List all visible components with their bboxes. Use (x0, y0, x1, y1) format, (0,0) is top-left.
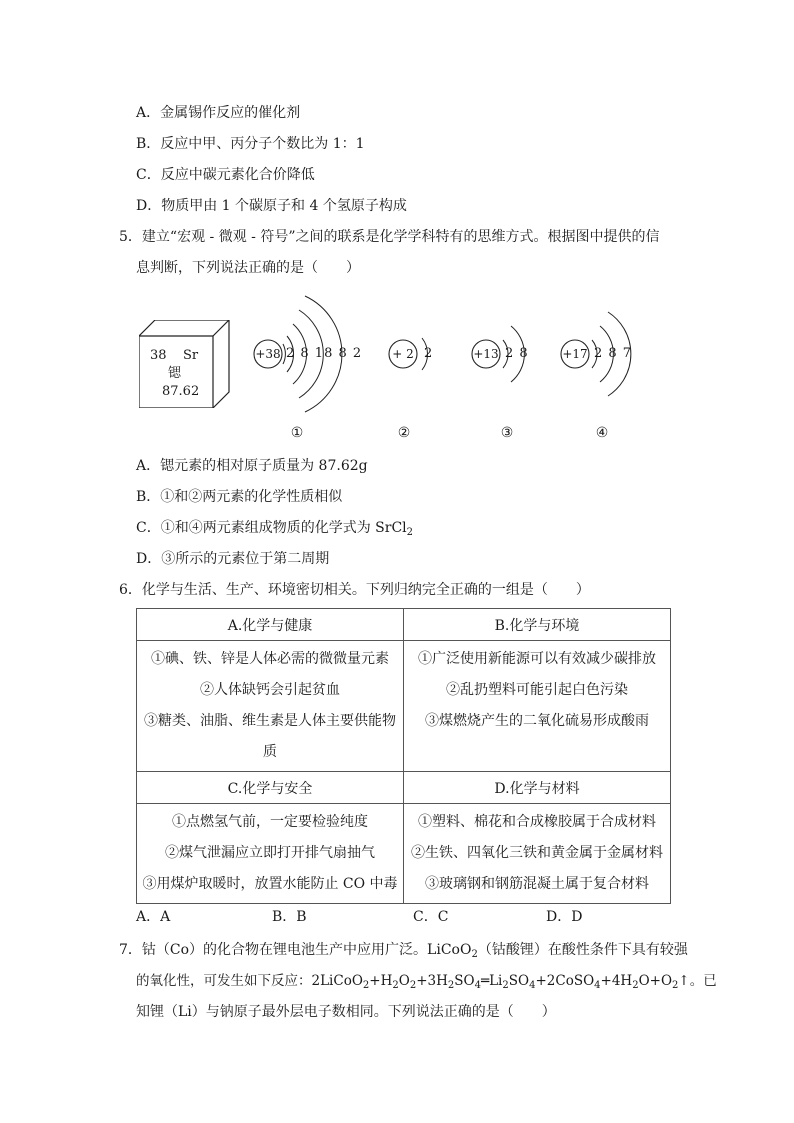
q7-eq-2: +H (369, 973, 393, 989)
cell-b-item-3: ③煤燃烧产生的二氧化硫易形成酸雨 (425, 713, 649, 729)
q7-eq-6: ═Li (480, 973, 503, 989)
element-symbol: Sr (183, 348, 199, 363)
cell-d-item-1: ①塑料、棉花和合成橡胶属于合成材料 (418, 814, 656, 830)
q5-option-a: A．锶元素的相对原子质量为 87.62g (136, 458, 368, 474)
q6-stem: 6．化学与生活、生产、环境密切相关。下列归纳完全正确的一组是（ ） (119, 582, 590, 598)
element-name: 锶 (168, 366, 182, 381)
atom-diagram-2 (388, 290, 448, 450)
atom-3-nucleus: +13 (473, 347, 499, 361)
q5-option-b: B．①和②两元素的化学性质相似 (136, 489, 343, 505)
q6-summary-table (136, 608, 671, 904)
cell-c-item-3: ③用煤炉取暖时，放置水能防止 CO 中毒 (142, 876, 398, 892)
q4-option-b: B．反应中甲、丙分子个数比为 1：1 (136, 136, 365, 152)
atom-1-nucleus: +38 (255, 347, 281, 361)
q7-eq-11: ↑。已 (678, 973, 717, 989)
atom-4-nucleus: +17 (562, 347, 588, 361)
cell-a-body (137, 641, 404, 772)
atom-diagram-1 (253, 290, 363, 450)
q7-eq-9: +4H (600, 973, 633, 989)
q5-option-c-text: C．①和④两元素组成物质的化学式为 SrCl (136, 520, 407, 536)
q7-eq-10: O+O (638, 973, 673, 989)
q7-eq-3: O (398, 973, 410, 989)
cell-a-header: A.化学与健康 (137, 609, 404, 641)
cell-c-item-2: ②煤气泄漏应立即打开排气扇抽气 (165, 845, 375, 861)
q7-eq-s1: 2 (362, 980, 370, 991)
q7-eq-s10: 2 (672, 980, 679, 991)
q7-eq-5: SO (454, 973, 475, 989)
cell-c-item-1: ①点燃氢气前，一定要检验纯度 (172, 814, 368, 830)
atom-3-label: ③ (500, 425, 514, 441)
q4-option-a: A．金属锡作反应的催化剂 (136, 105, 301, 121)
cell-b-item-2: ②乱扔塑料可能引起白色污染 (446, 682, 628, 698)
q7-eq-8: +2CoSO (535, 973, 595, 989)
atom-1-shells: 2 8 18 8 2 (286, 346, 363, 361)
q7-stem-line2 (136, 971, 717, 991)
q5-option-c (136, 518, 413, 538)
q6-choice-b: B．B (272, 909, 307, 925)
cell-b-item-1: ①广泛使用新能源可以有效减少碳排放 (418, 651, 656, 667)
q7-eq-s7: 4 (529, 980, 536, 991)
atom-4-label: ④ (595, 425, 609, 441)
atom-1-label: ① (290, 425, 304, 441)
q4-option-d: D．物质甲由 1 个碳原子和 4 个氢原子构成 (136, 198, 407, 214)
atom-2-nucleus: + 2 (392, 347, 414, 361)
element-atomic-number: 38 (150, 348, 167, 363)
element-mass: 87.62 (162, 384, 200, 399)
cell-a-item-1: ①碘、铁、锌是人体必需的微微量元素 (151, 651, 389, 667)
q7-eq-s4: 2 (447, 980, 455, 991)
cell-b-body (404, 641, 671, 772)
cell-d-item-2: ②生铁、四氧化三铁和黄金属于金属材料 (411, 845, 663, 861)
q7-l1-a: 7．钴（Co）的化合物在锂电池生产中应用广泛。LiCoO (119, 942, 472, 958)
q7-l1-sub: 2 (471, 949, 478, 960)
cell-a-item-2: ②人体缺钙会引起贫血 (200, 682, 340, 698)
cell-c-body (137, 804, 404, 904)
q5-option-d: D．③所示的元素位于第二周期 (136, 551, 330, 567)
q7-eq-s8: 4 (594, 980, 601, 991)
q5-stem-line2: 息判断，下列说法正确的是（ ） (136, 260, 360, 276)
cell-a-item-3: ③糖类、油脂、维生素是人体主要供能物 (144, 713, 396, 729)
cell-d-header: D.化学与材料 (404, 772, 671, 804)
q7-eq-1: 的氧化性，可发生如下反应：2LiCoO (136, 973, 363, 989)
q7-eq-s6: 2 (502, 980, 509, 991)
q7-stem-line3: 知锂（Li）与钠原子最外层电子数相同。下列说法正确的是（ ） (136, 1004, 556, 1020)
atom-2-label: ② (397, 425, 411, 441)
cell-b-header: B.化学与环境 (404, 609, 671, 641)
atom-4-shells: 2 8 7 (594, 346, 633, 361)
q7-l1-b: （钴酸锂）在酸性条件下具有较强 (477, 942, 688, 958)
cell-d-body (404, 804, 671, 904)
element-box-strontium (139, 320, 231, 408)
cell-c-header: C.化学与安全 (137, 772, 404, 804)
q5-option-c-subscript: 2 (406, 527, 414, 538)
q4-option-c: C．反应中碳元素化合价降低 (136, 167, 315, 183)
q7-eq-s3: 2 (409, 980, 417, 991)
q7-eq-s5: 4 (474, 980, 481, 991)
q7-eq-7: SO (508, 973, 530, 989)
q6-choice-c: C．C (413, 909, 449, 925)
q7-eq-s9: 2 (632, 980, 639, 991)
q7-eq-s2: 2 (392, 980, 399, 991)
q6-choice-a: A．A (136, 909, 171, 925)
q6-choice-d: D．D (546, 909, 583, 925)
cell-d-item-3: ③玻璃钢和钢筋混凝土属于复合材料 (425, 876, 649, 892)
atom-3-shells: 2 8 (505, 346, 529, 361)
atom-diagram-4 (560, 290, 650, 450)
q7-eq-4: +3H (416, 973, 448, 989)
cell-a-item-3-cont: 质 (263, 744, 277, 760)
q5-stem-line1: 5．建立“宏观 - 微观 - 符号”之间的联系是化学学科特有的思维方式。根据图中提供的信 (119, 229, 660, 245)
q7-stem-line1 (119, 940, 688, 960)
atom-2-shells: 2 (424, 346, 434, 361)
atom-diagram-3 (471, 290, 541, 450)
